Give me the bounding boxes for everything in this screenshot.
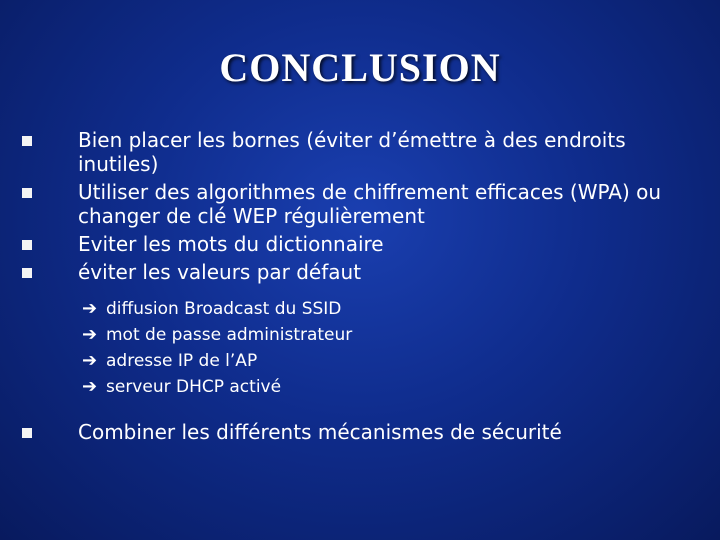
bullet-text: Eviter les mots du dictionnaire (78, 232, 384, 256)
bullet-item (78, 260, 698, 284)
square-bullet-icon (22, 240, 32, 250)
sub-bullet-text: serveur DHCP activé (106, 377, 282, 397)
bullet-text: éviter les valeurs par défaut (78, 260, 362, 284)
sub-bullet-item (82, 296, 642, 322)
sub-bullet-text: adresse IP de l’AP (106, 351, 258, 371)
sub-bullet-item (82, 348, 642, 374)
sub-bullet-item (82, 374, 642, 400)
arrow-right-icon: ➔ (82, 350, 98, 371)
square-bullet-icon (22, 188, 32, 198)
bullet-text: Utiliser des algorithmes de chiffrement efficaces (WPA) ou changer de clé WEP régulièrement (78, 180, 662, 228)
arrow-right-icon: ➔ (82, 324, 98, 345)
bullet-text: Bien placer les bornes (éviter d’émettre à des endroits inutiles) (78, 128, 626, 176)
sub-bullet-text: mot de passe administrateur (106, 325, 353, 345)
bullet-item (78, 128, 698, 176)
arrow-right-icon: ➔ (82, 376, 98, 397)
arrow-right-icon: ➔ (82, 298, 98, 319)
sub-bullet-list (82, 296, 642, 400)
bullet-item (78, 420, 698, 444)
slide-title: CONCLUSION (219, 45, 501, 90)
square-bullet-icon (22, 428, 32, 438)
sub-bullet-text: diffusion Broadcast du SSID (106, 299, 342, 319)
sub-bullet-item (82, 322, 642, 348)
bullet-text: Combiner les différents mécanismes de sécurité (78, 420, 562, 444)
square-bullet-icon (22, 136, 32, 146)
bullet-item (78, 180, 698, 228)
square-bullet-icon (22, 268, 32, 278)
bullet-item (78, 232, 698, 256)
